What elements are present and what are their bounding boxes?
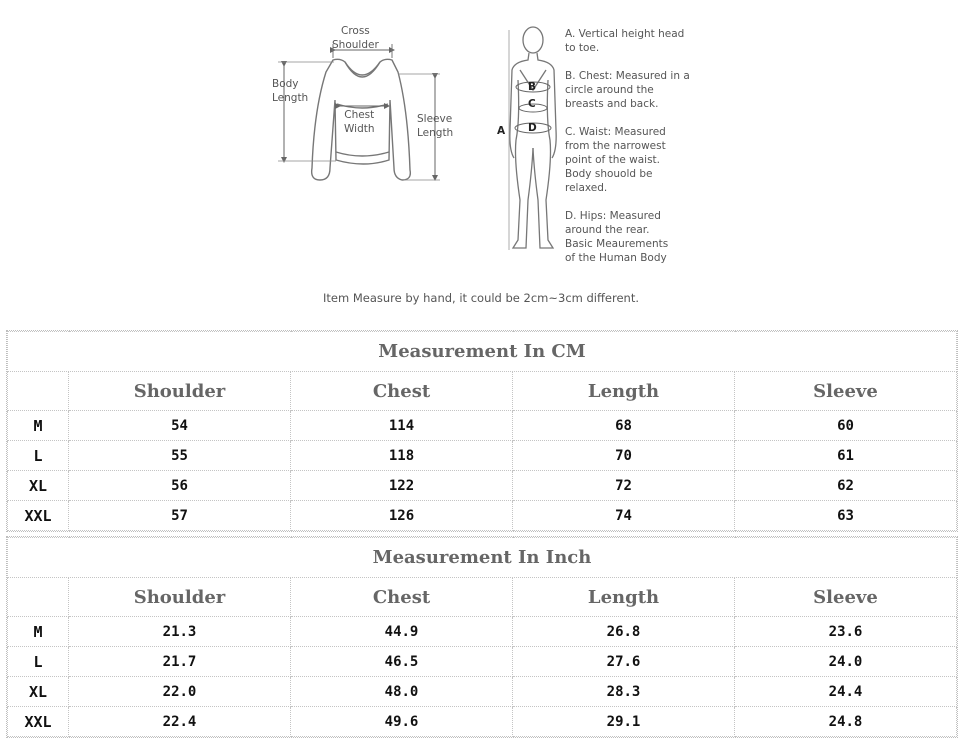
size-label: L bbox=[8, 441, 69, 471]
header-sleeve: Sleeve bbox=[735, 578, 957, 617]
size-label: M bbox=[8, 411, 69, 441]
sleeve-value: 61 bbox=[735, 441, 957, 471]
marker-c: C bbox=[528, 98, 536, 110]
cm-size-table bbox=[6, 330, 958, 532]
cross-shoulder-label: Cross Shoulder bbox=[332, 25, 379, 51]
sleeve-length-label: Sleeve Length bbox=[417, 113, 454, 139]
marker-a: A bbox=[497, 125, 506, 137]
chest-value: 49.6 bbox=[291, 707, 513, 737]
chest-value: 44.9 bbox=[291, 617, 513, 647]
chest-width-label: Chest Width bbox=[344, 109, 375, 135]
garment-and-body-illustration bbox=[0, 0, 962, 320]
header-shoulder: Shoulder bbox=[69, 372, 291, 411]
sleeve-value: 24.4 bbox=[735, 677, 957, 707]
size-label: XXL bbox=[8, 501, 69, 531]
sleeve-value: 24.8 bbox=[735, 707, 957, 737]
header-length: Length bbox=[513, 372, 735, 411]
table-row bbox=[8, 617, 957, 647]
size-label: XL bbox=[8, 471, 69, 501]
length-value: 68 bbox=[513, 411, 735, 441]
marker-b: B bbox=[528, 81, 537, 93]
chest-value: 48.0 bbox=[291, 677, 513, 707]
length-value: 29.1 bbox=[513, 707, 735, 737]
body-length-label: Body Length bbox=[272, 78, 309, 104]
table-row bbox=[8, 707, 957, 737]
shoulder-value: 22.4 bbox=[69, 707, 291, 737]
measure-footnote: Item Measure by hand, it could be 2cm~3cm different. bbox=[322, 291, 640, 305]
shoulder-value: 54 bbox=[69, 411, 291, 441]
size-label: XXL bbox=[8, 707, 69, 737]
header-chest: Chest bbox=[291, 372, 513, 411]
table-row bbox=[8, 441, 957, 471]
shoulder-value: 22.0 bbox=[69, 677, 291, 707]
length-value: 74 bbox=[513, 501, 735, 531]
header-length: Length bbox=[513, 578, 735, 617]
length-value: 27.6 bbox=[513, 647, 735, 677]
header-size bbox=[8, 372, 69, 411]
marker-d: D bbox=[528, 122, 537, 134]
header-shoulder: Shoulder bbox=[69, 578, 291, 617]
note-hips: D. Hips: Measured around the rear. Basic Meaurements of the Human Body bbox=[565, 210, 669, 264]
shoulder-value: 21.3 bbox=[69, 617, 291, 647]
chest-value: 114 bbox=[291, 411, 513, 441]
table-row bbox=[8, 411, 957, 441]
size-label: XL bbox=[8, 677, 69, 707]
note-waist: C. Waist: Measured from the narrowest point of the waist. Body shouold be relaxed. bbox=[565, 126, 666, 194]
inch-size-table bbox=[6, 536, 958, 738]
length-value: 26.8 bbox=[513, 617, 735, 647]
sleeve-value: 60 bbox=[735, 411, 957, 441]
chest-value: 126 bbox=[291, 501, 513, 531]
measurement-notes bbox=[565, 27, 705, 279]
sleeve-value: 24.0 bbox=[735, 647, 957, 677]
length-value: 28.3 bbox=[513, 677, 735, 707]
length-value: 72 bbox=[513, 471, 735, 501]
table-title: Measurement In Inch bbox=[8, 538, 957, 578]
chest-value: 46.5 bbox=[291, 647, 513, 677]
size-label: M bbox=[8, 617, 69, 647]
human-body-icon bbox=[510, 27, 556, 248]
sleeve-value: 63 bbox=[735, 501, 957, 531]
size-label: L bbox=[8, 647, 69, 677]
table-row bbox=[8, 647, 957, 677]
table-title: Measurement In CM bbox=[8, 332, 957, 372]
shoulder-value: 55 bbox=[69, 441, 291, 471]
chest-value: 118 bbox=[291, 441, 513, 471]
header-sleeve: Sleeve bbox=[735, 372, 957, 411]
sleeve-value: 62 bbox=[735, 471, 957, 501]
note-height: A. Vertical height head to toe. bbox=[565, 28, 685, 54]
measurement-diagram bbox=[0, 0, 962, 320]
table-row bbox=[8, 471, 957, 501]
header-chest: Chest bbox=[291, 578, 513, 617]
shoulder-value: 56 bbox=[69, 471, 291, 501]
table-row bbox=[8, 677, 957, 707]
chest-value: 122 bbox=[291, 471, 513, 501]
length-value: 70 bbox=[513, 441, 735, 471]
table-row bbox=[8, 501, 957, 531]
note-chest: B. Chest: Measured in a circle around the breasts and back. bbox=[565, 70, 690, 110]
header-size bbox=[8, 578, 69, 617]
shoulder-value: 21.7 bbox=[69, 647, 291, 677]
sleeve-value: 23.6 bbox=[735, 617, 957, 647]
shoulder-value: 57 bbox=[69, 501, 291, 531]
